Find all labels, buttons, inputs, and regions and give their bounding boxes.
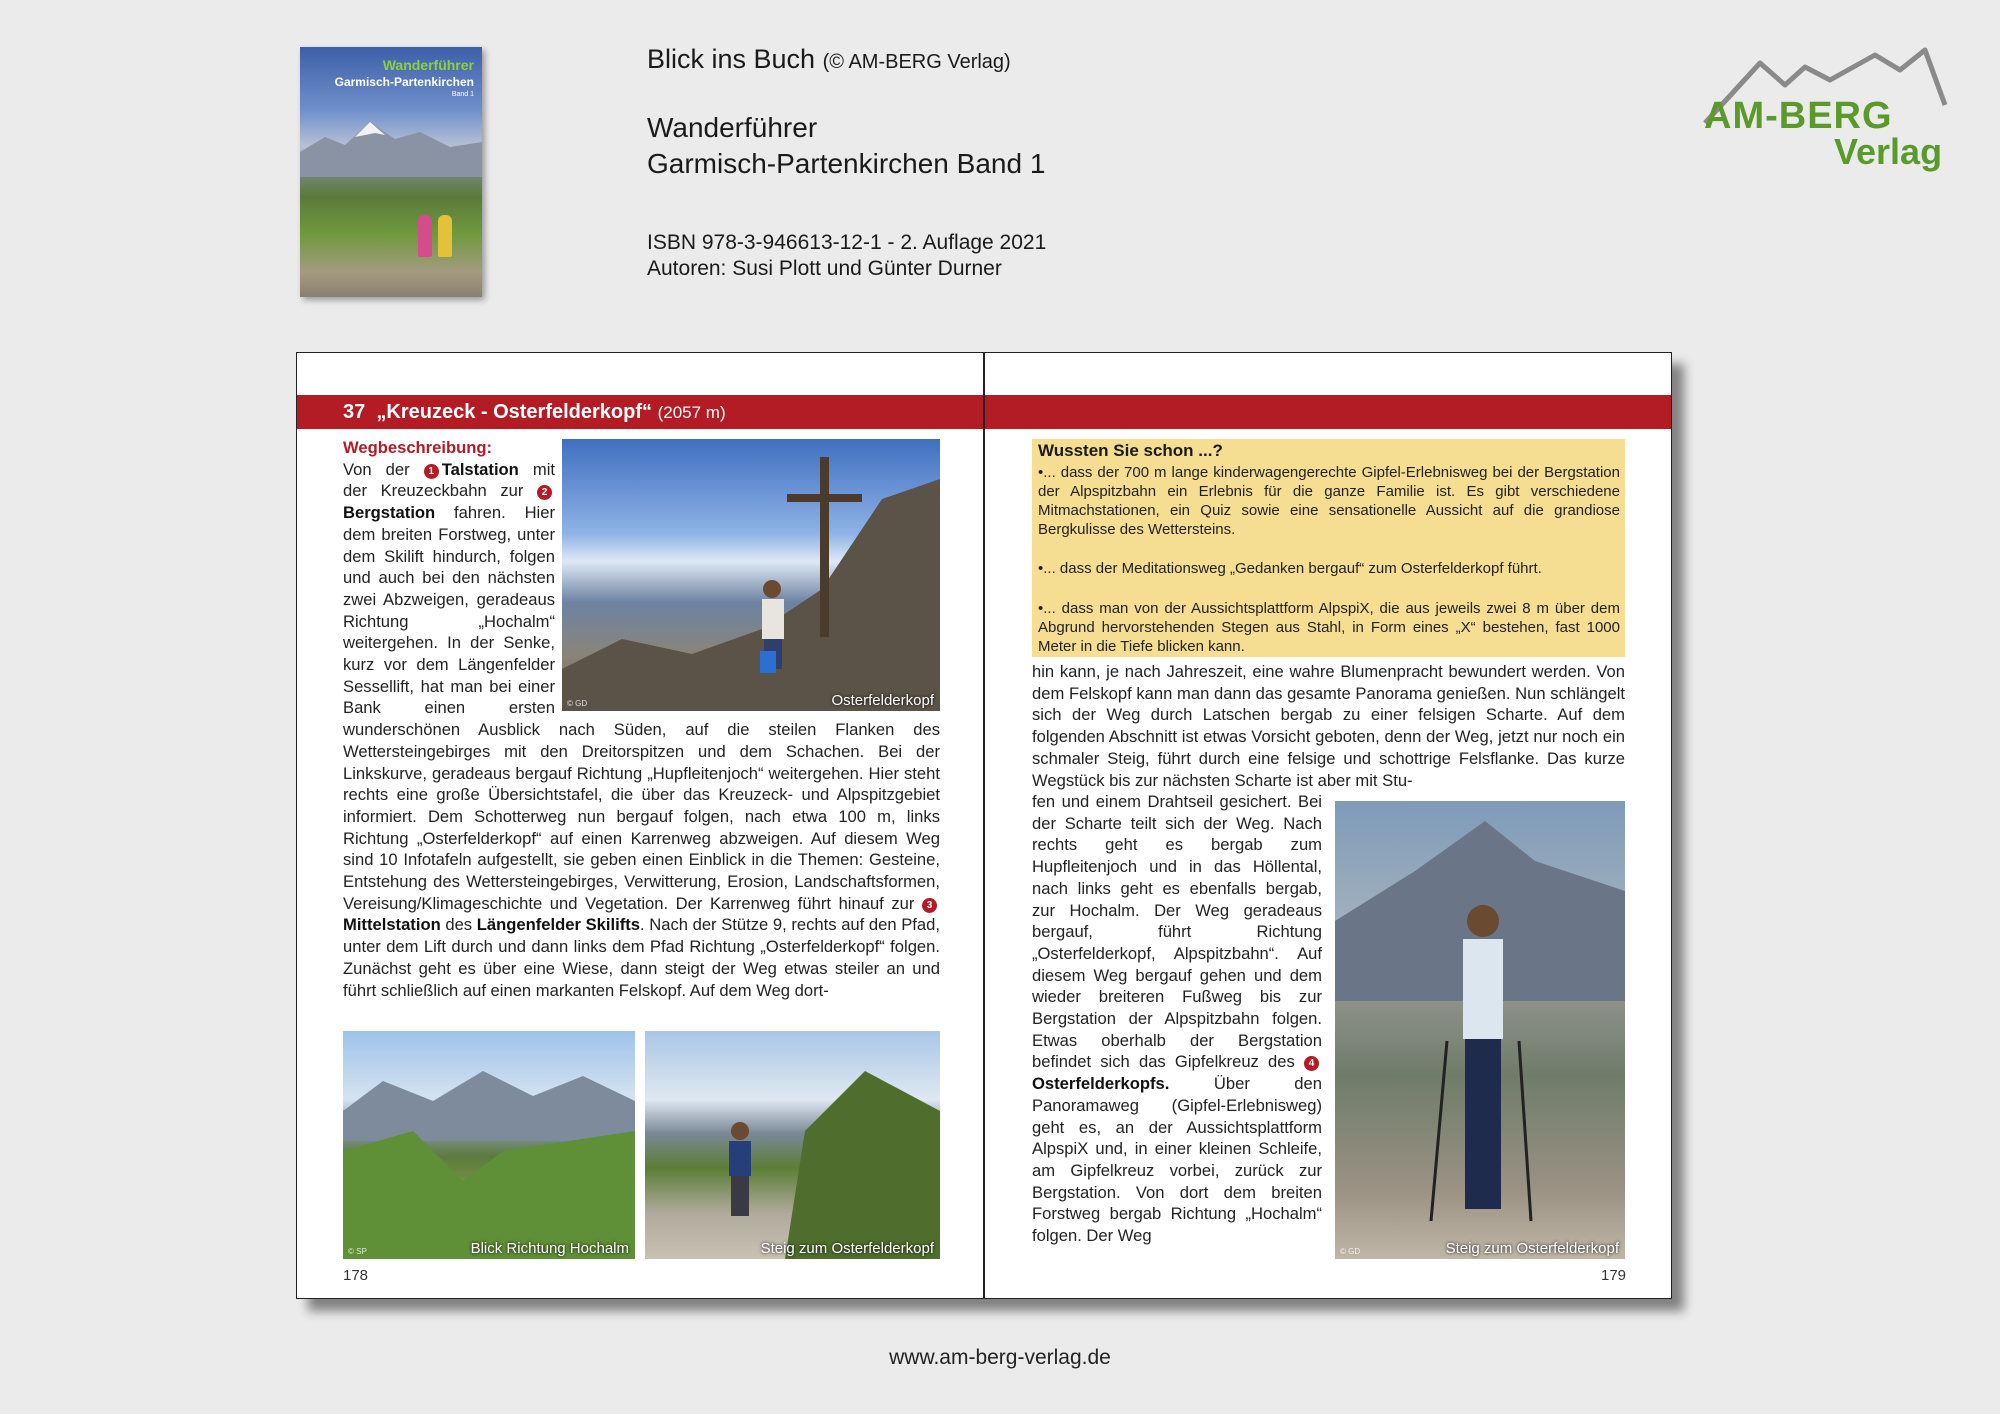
book-title-line1: Wanderführer bbox=[647, 112, 818, 143]
website-url[interactable]: www.am-berg-verlag.de bbox=[889, 1346, 1111, 1369]
cover-band: Band 1 bbox=[451, 91, 474, 98]
copyright: (© AM-BERG Verlag) bbox=[822, 51, 1011, 73]
waypoint-marker: 4 bbox=[1304, 1056, 1319, 1071]
publisher-logo bbox=[1700, 45, 1950, 180]
route-description-column: fen und einem Drahtseil gesichert. Bei der Scharte teilt sich der Weg. Nach rechts geht es bergab zum Hupfleitenjoch und in das Höllental, nach links geht es ebenfalls bergab, zur Hochalm. Der Weg geradeaus bergauf, führt Richtung „Osterfelderkopf, Alpspitzbahn“. Auf diesem Weg bergauf gehen und dem wieder breiteren Fußweg bis zur Bergstation der Alpspitzbahn folgen. Etwas oberhalb der Bergstation befindet sich das Gipfelkreuz des 4Osterfelderkopfs. Über den Panoramaweg (Gipfel-Erlebnisweg) geht es, an der Aussichtsplattform AlpspiX und, in einer kleinen Schleife, am Gipfelkreuz vorbei, zurück zur Bergstation. Von dort dem breiten Forstweg bergab Richtung „Hochalm“ folgen. Der Weg bbox=[1032, 792, 1322, 1246]
photo-caption: Steig zum Osterfelderkopf bbox=[1445, 1240, 1619, 1257]
waypoint-marker: 2 bbox=[537, 485, 552, 500]
cover-hiker-icon bbox=[438, 215, 452, 257]
cover-title: Wanderführer bbox=[382, 57, 474, 73]
photo-credit: © GD bbox=[1340, 1247, 1361, 1256]
cover-subtitle: Garmisch-Partenkirchen bbox=[334, 75, 474, 89]
book-cover bbox=[300, 47, 482, 297]
photo-hiker-portrait bbox=[1335, 801, 1625, 1259]
page-number-left: 178 bbox=[343, 1267, 369, 1284]
book-spread bbox=[296, 352, 1672, 1299]
trail-hiker-icon bbox=[645, 1031, 940, 1259]
valley-icon bbox=[343, 1031, 635, 1259]
photo-credit: © GD bbox=[567, 699, 588, 708]
cover-mountains bbox=[300, 117, 482, 177]
logo-text: AM-BERG bbox=[1704, 95, 1893, 137]
section-label: Wegbeschreibung: bbox=[343, 438, 493, 457]
waypoint-marker: 3 bbox=[922, 898, 937, 913]
photo-trail bbox=[645, 1031, 940, 1259]
photo-credit: © SP bbox=[348, 1247, 367, 1256]
hiker-portrait-icon bbox=[1335, 801, 1625, 1259]
photo-valley bbox=[343, 1031, 635, 1259]
page-number-right: 179 bbox=[1601, 1267, 1627, 1284]
photo-caption: Blick Richtung Hochalm bbox=[470, 1240, 629, 1257]
page-title: Blick ins Buch (© AM-BERG Verlag) bbox=[647, 44, 1011, 74]
book-spine bbox=[983, 353, 985, 1298]
photo-caption: Osterfelderkopf bbox=[831, 692, 934, 709]
photo-caption: Steig zum Osterfelderkopf bbox=[760, 1240, 934, 1257]
cover-hiker-icon bbox=[418, 215, 432, 257]
info-box-item: •... dass der 700 m lange kinderwagengerechte Gipfel-Erlebnisweg bei der Bergstation der Alpspitzbahn ein Erlebnis für die ganze Familie ist. Es gibt verschiedene Mitmachstationen, ein Quiz sowie eine sensationelle Aussicht auf die grandiose Bergkulisse des Wettersteins. bbox=[1038, 464, 1620, 538]
info-box-title: Wussten Sie schon ...? bbox=[1038, 441, 1223, 460]
authors: Autoren: Susi Plott und Günter Durner bbox=[647, 257, 1002, 280]
logo-subtext: Verlag bbox=[1834, 131, 1943, 172]
waypoint-marker: 1 bbox=[424, 464, 439, 479]
info-box-item: •... dass man von der Aussichtsplattform AlpspiX, die aus jeweils zwei 8 m über dem Abgrund hervorstehenden Stegen aus Stahl, in Form eines „X“ bestehen, fast 1000 Meter in die Tiefe blicken kann. bbox=[1038, 600, 1620, 655]
info-box-item: •... dass der Meditationsweg „Gedanken bergauf“ zum Osterfelderkopf führt. bbox=[1038, 560, 1542, 577]
route-description-continued: hin kann, je nach Jahreszeit, eine wahre Blumenpracht bewundert werden. Von dem Felskopf kann man dann das gesamte Panorama genießen. Nun schlängelt sich der Weg durch Latschen bergab zu einer felsigen Scharte. Auf dem folgenden Abschnitt ist etwas Vorsicht geboten, denn der Weg, jetzt nur noch ein schmaler Steig, führt durch eine felsige und schottrige Felsflanke. Das kurze Wegstück bis zur nächsten Scharte ist aber mit Stu- bbox=[1032, 662, 1625, 790]
route-description: Wegbeschreibung: Von der 1 Talstation mit der Kreuzeckbahn zur 2Bergstation fahren. Hier dem breiten Forstweg, unter dem Skilift hindurch, folgen und auch bei den nächsten zwei Abzweigen, geradeaus Richtung „Hochalm“ weitergehen. In der Senke, kurz vor dem Längenfelder Sessellift, hat man bei einer Bank einen ersten wunderschönen Ausblick nach Süden, auf die steilen Flanken des Wettersteingebirges mit den Dreitorspitzen und dem Schachen. Bei der Linkskurve, geradeaus bergauf Richtung „Hupfleitenjoch“ weitergehen. Hier steht rechts eine große Übersichtstafel, die über das Kreuzeck- und Alpspitzgebiet informiert. Dem Schotterweg nun bergauf folgen, nach etwa 100 m, links Richtung „Osterfelderkopf“ auf einen Karrenweg abzweigen. Auf diesem Weg sind 10 Infotafeln aufgestellt, sie geben einen Einblick in die Themen: Gesteine, Entstehung des Wettersteingebirges, Verwitterung, Erosion, Landschaftsformen, Vereisung/Klimageschichte und Vegetation. Der Karrenweg führt hinauf zur 3Mittelstation des Längenfelder Skilifts. Nach der Stütze 9, rechts auf den Pfad, unter dem Lift durch und dann links dem Pfad Richtung „Osterfelderkopf“ folgen. Zunächst geht es über eine Wiese, dann steigt der Weg etwas steiler an und führt schließlich auf einen markanten Felskopf. Auf dem Weg dort- bbox=[343, 438, 940, 1000]
book-title-line2: Garmisch-Partenkirchen Band 1 bbox=[647, 148, 1046, 179]
info-box bbox=[1032, 439, 1625, 657]
route-title: 37 „Kreuzeck - Osterfelderkopf“ (2057 m) bbox=[343, 401, 726, 423]
isbn: ISBN 978-3-946613-12-1 - 2. Auflage 2021 bbox=[647, 231, 1047, 254]
